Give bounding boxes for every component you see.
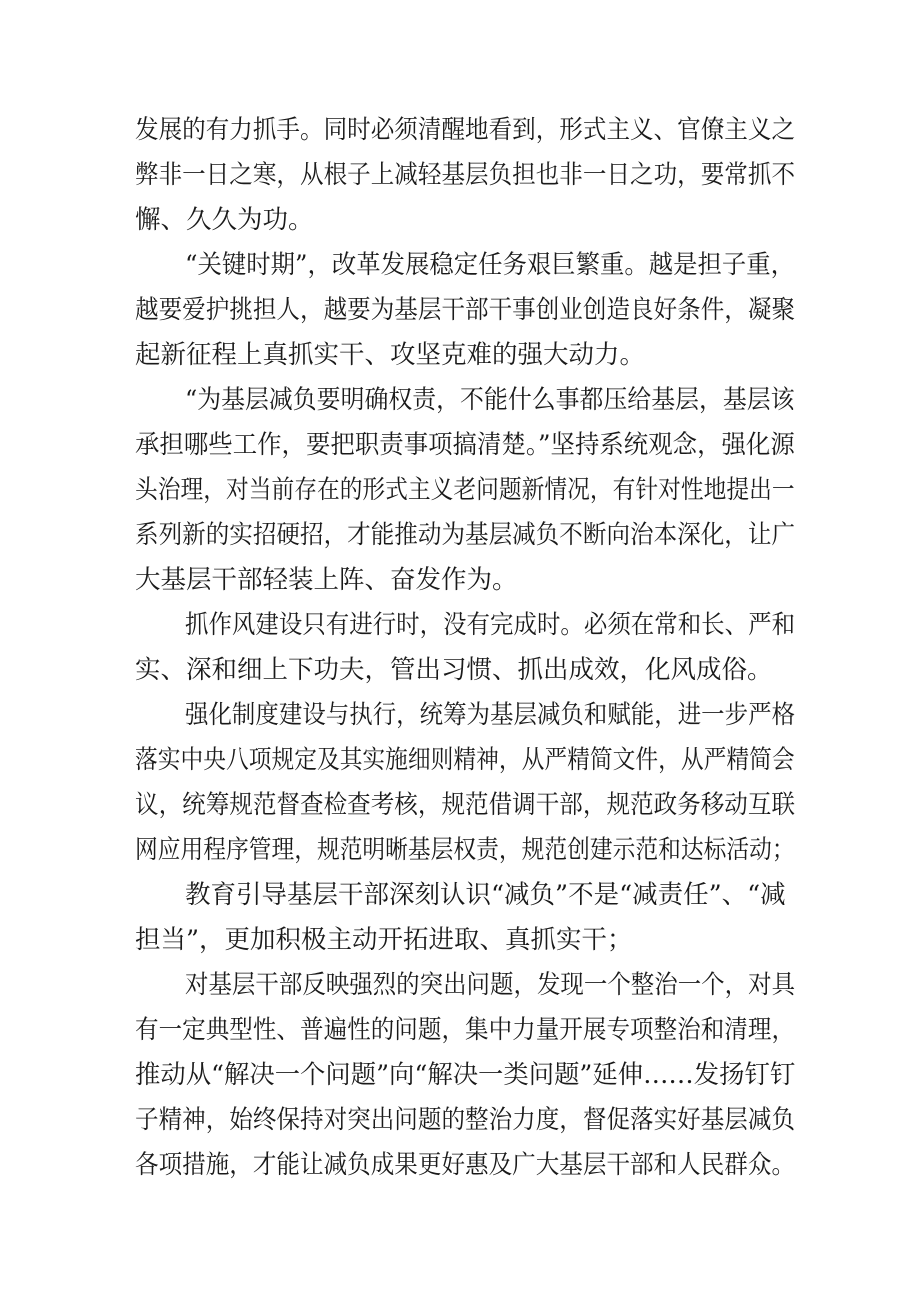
text-line: 越要爱护挑担人，越要为基层干部干事创业创造良好条件，凝聚 (135, 295, 796, 325)
text-line: 子精神，始终保持对突出问题的整治力度，督促落实好基层减负 (135, 1105, 796, 1135)
paragraph-start-line: 教育引导基层干部深刻认识“减负”不是“减责任”、“减 (185, 880, 786, 910)
text-line: 实、深和细上下功夫，管出习惯、抓出成效，化风成俗。 (135, 655, 773, 685)
paragraph-start-line: 抓作风建设只有进行时，没有完成时。必须在常和长、严和 (185, 610, 796, 640)
text-line: 议，统筹规范督查检查考核，规范借调干部，规范政务移动互联 (135, 790, 796, 820)
text-line: 担当”，更加积极主动开拓进取、真抓实干； (135, 925, 633, 955)
paragraph-start-line: “关键时期”，改革发展稳定任务艰巨繁重。越是担子重， (185, 250, 796, 280)
text-line: 落实中央八项规定及其实施细则精神，从严精简文件，从严精简会 (135, 745, 795, 775)
text-line: 头治理，对当前存在的形式主义老问题新情况，有针对性地提出一 (135, 475, 795, 505)
text-line: 各项措施，才能让减负成果更好惠及广大基层干部和人民群众。 (135, 1150, 796, 1180)
text-line: 承担哪些工作，要把职责事项搞清楚。”坚持系统观念，强化源 (135, 430, 795, 460)
text-line: 弊非一日之寒，从根子上减轻基层负担也非一日之功，要常抓不 (135, 160, 796, 190)
paragraph-start-line: “为基层减负要明确权责，不能什么事都压给基层，基层该 (185, 385, 795, 415)
text-line: 发展的有力抓手。同时必须清醒地看到，形式主义、官僚主义之 (135, 115, 796, 145)
text-line: 有一定典型性、普遍性的问题，集中力量开展专项整治和清理， (135, 1015, 796, 1045)
paragraph-start-line: 强化制度建设与执行，统筹为基层减负和赋能，进一步严格 (185, 700, 796, 730)
text-line: 懈、久久为功。 (135, 205, 314, 235)
text-line: 系列新的实招硬招，才能推动为基层减负不断向治本深化，让广 (135, 520, 796, 550)
text-line: 网应用程序管理，规范明晰基层权责，规范创建示范和达标活动； (135, 835, 795, 865)
paragraph-start-line: 对基层干部反映强烈的突出问题，发现一个整治一个，对具 (185, 970, 796, 1000)
text-line: 推动从“解决一个问题”向“解决一类问题”延伸……发扬钉钉 (135, 1060, 796, 1090)
text-line: 起新征程上真抓实干、攻坚克难的强大动力。 (135, 340, 646, 370)
text-line: 大基层干部轻装上阵、奋发作为。 (135, 565, 518, 595)
